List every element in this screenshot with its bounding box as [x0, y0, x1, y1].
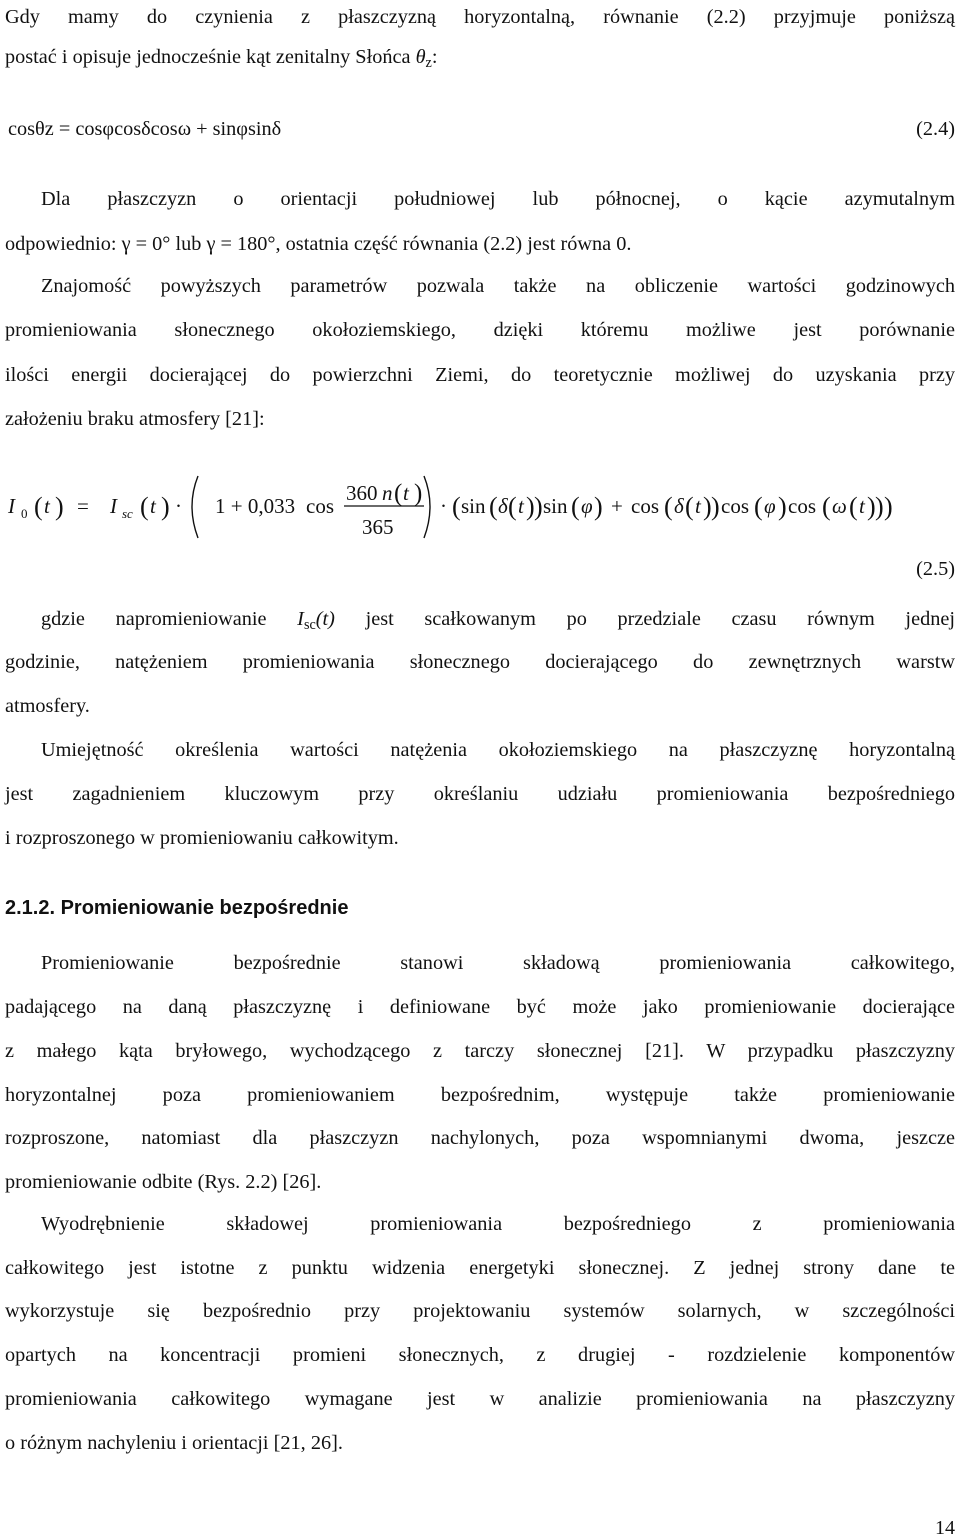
text-line	[5, 44, 955, 70]
formula-subscript: 0	[21, 506, 28, 521]
text-line: z małego kąta bryłowego, wychodzącego z tarczy słonecznej [21]. W przypadku płaszczyzny	[5, 1040, 955, 1062]
formula-symbol: I	[110, 494, 117, 518]
theta-symbol: θ	[415, 46, 426, 68]
text-line: ilości energii docierającej do powierzchni Ziemi, do teoretycznie możliwej do uzyskania przy	[5, 364, 955, 386]
text-line: wykorzystuje się bezpośrednio przy projektowaniu systemów solarnych, w szczególności	[5, 1300, 955, 1322]
formula-symbol: t	[403, 481, 409, 505]
paren: )	[414, 480, 423, 507]
text-line: Wyodrębnienie składowej promieniowania bezpośredniego z promieniowania	[41, 1213, 955, 1235]
equation-2-5	[0, 468, 960, 548]
formula-function: cos	[788, 494, 816, 518]
formula-symbol: φ	[764, 494, 776, 518]
text-line: padającego na daną płaszczyznę i definiowane być może jako promieniowanie docierające	[5, 996, 955, 1018]
paren: (	[571, 492, 580, 521]
formula-operator: =	[77, 494, 89, 518]
formula-symbol: t	[150, 494, 156, 518]
formula-function: cos	[306, 494, 334, 518]
paren: (	[664, 492, 673, 521]
subscript: sc	[303, 617, 316, 633]
formula-operator: ·	[175, 494, 182, 518]
text-line: założeniu braku atmosfery [21]:	[5, 408, 265, 430]
text-line: Znajomość powyższych parametrów pozwala także na obliczenie wartości godzinowych	[41, 275, 955, 297]
formula-symbol: ω	[832, 494, 847, 518]
text-line: Gdy mamy do czynienia z płaszczyzną horyzontalną, równanie (2.2) przyjmuje poniższą	[5, 6, 955, 28]
page-number: 14	[935, 1517, 955, 1539]
text-line: rozproszone, natomiast dla płaszczyzn nachylonych, poza wspomnianymi dwoma, jeszcze	[5, 1127, 955, 1149]
formula-operator: +	[611, 494, 623, 518]
formula-function: sin	[543, 494, 568, 518]
text-line: i rozproszonego w promieniowaniu całkowitym.	[5, 827, 399, 849]
paren: (	[489, 492, 498, 521]
text-line: promieniowania słonecznego okołoziemskiego, dzięki któremu możliwe jest porównanie	[5, 319, 955, 341]
text-line: o różnym nachyleniu i orientacji [21, 26].	[5, 1432, 343, 1454]
paren: (	[452, 492, 461, 521]
formula-subscript: sc	[122, 506, 133, 521]
big-paren-left	[192, 476, 198, 538]
formula-function: cos	[631, 494, 659, 518]
formula-function: cos	[721, 494, 749, 518]
paren: )	[161, 492, 170, 521]
paren: (	[685, 492, 694, 521]
formula-symbol: t	[695, 494, 701, 518]
text-line: promieniowania całkowitego wymagane jest w analizie promieniowania na płaszczyzny	[5, 1388, 955, 1410]
formula-symbol: δ	[498, 494, 508, 518]
formula-symbol: n	[382, 481, 393, 505]
text-line	[5, 606, 955, 632]
text-line: całkowitego jest istotne z punktu widzenia energetyki słonecznej. Z jednej strony dane te	[5, 1257, 955, 1279]
paren: )	[884, 492, 893, 521]
paren: )	[534, 492, 543, 521]
formula-function: sin	[461, 494, 486, 518]
paren: (	[822, 492, 831, 521]
paren: )	[594, 492, 603, 521]
formula-symbol: I	[8, 494, 15, 518]
paren: (	[754, 492, 763, 521]
text-line: opartych na koncentracji promieni słonecznych, z drugiej - rozdzielenie komponentów	[5, 1344, 955, 1366]
paren: )	[526, 492, 535, 521]
section-heading: 2.1.2. Promieniowanie bezpośrednie	[5, 897, 349, 919]
formula-symbol: δ	[674, 494, 684, 518]
text-line: promieniowanie odbite (Rys. 2.2) [26].	[5, 1171, 322, 1193]
formula-symbol: t	[859, 494, 865, 518]
equation-2-4: cosθz = cosφcosδcosω + sinφsinδ	[8, 118, 282, 140]
text-line: atmosfery.	[5, 695, 90, 717]
big-paren-right	[424, 476, 430, 538]
fraction-numerator: 360	[346, 481, 378, 505]
paren: (	[34, 492, 43, 521]
formula-operator: ·	[440, 494, 447, 518]
text-line: horyzontalnej poza promieniowaniem bezpośrednim, występuje także promieniowanie	[5, 1084, 955, 1106]
text-line: Promieniowanie bezpośrednie stanowi składową promieniowania całkowitego,	[41, 952, 955, 974]
text-line: Dla płaszczyzn o orientacji południowej lub północnej, o kącie azymutalnym	[41, 188, 955, 210]
isc-symbol: I	[297, 608, 304, 630]
paren: )	[55, 492, 64, 521]
formula-symbol: φ	[581, 494, 593, 518]
paren: )	[867, 492, 876, 521]
text-line: Umiejętność określenia wartości natężenia okołoziemskiego na płaszczyznę horyzontalną	[41, 739, 955, 761]
paren: (	[140, 492, 149, 521]
text-line: odpowiednio: γ = 0° lub γ = 180°, ostatnia część równania (2.2) jest równa 0.	[5, 233, 632, 255]
paren: (	[394, 480, 403, 507]
text-span: (t)	[315, 608, 335, 630]
text-span: gdzie napromieniowanie	[41, 608, 298, 630]
fraction-denominator: 365	[362, 515, 394, 539]
formula-symbol: t	[44, 494, 50, 518]
paren: (	[849, 492, 858, 521]
paren: )	[778, 492, 787, 521]
text-span: :	[431, 46, 438, 68]
paren: )	[711, 492, 720, 521]
text-span: jest scałkowanym po przedziale czasu równym jednej	[334, 608, 955, 630]
text-line: godzinie, natężeniem promieniowania słonecznego docierającego do zewnętrznych warstw	[5, 651, 955, 673]
paren: (	[508, 492, 517, 521]
equation-number: (2.4)	[916, 118, 955, 140]
paren: )	[875, 492, 884, 521]
text-line: jest zagadnieniem kluczowym przy określaniu udziału promieniowania bezpośredniego	[5, 783, 955, 805]
formula-symbol: t	[518, 494, 524, 518]
formula-term: 1 + 0,033	[215, 494, 296, 518]
paren: )	[703, 492, 712, 521]
subscript: z	[425, 55, 432, 71]
equation-number: (2.5)	[916, 558, 955, 580]
text-span: postać i opisuje jednocześnie kąt zenitalny Słońca	[5, 46, 416, 68]
